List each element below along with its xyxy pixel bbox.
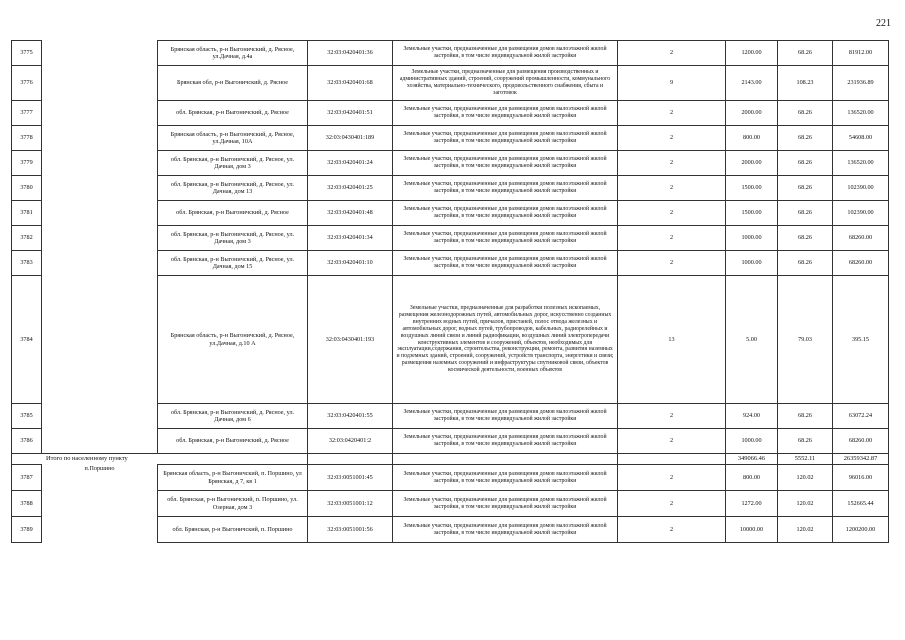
table-row <box>12 151 889 176</box>
address-cell: обл. Брянская, р-н Выгоничский, д. Рясное, ул. Дачная, дом 6 <box>158 404 308 429</box>
cadastral-number: 32:03:0420401:24 <box>308 151 393 176</box>
group-number: 2 <box>618 151 726 176</box>
address-cell: Брянская область, р-н Выгоничский, д. Рясное, ул.Дачная, 10А <box>158 126 308 151</box>
cadastral-number: 32:03:0430401:189 <box>308 126 393 151</box>
row-number: 3787 <box>12 465 42 491</box>
land-registry-table <box>11 40 889 543</box>
page-number: 221 <box>876 18 891 29</box>
table-row <box>12 429 889 454</box>
locality-cell <box>42 517 158 543</box>
table-row <box>12 251 889 276</box>
land-category: Земельные участки, предназначенные для размещения домов малоэтажной жилой застройки, в том числе индивидуальной жилой застройки <box>393 251 618 276</box>
locality-cell <box>42 101 158 126</box>
table-row <box>12 465 889 491</box>
area-cell: 800.00 <box>726 465 778 491</box>
area-cell: 1200.00 <box>726 41 778 66</box>
table-row <box>12 276 889 404</box>
cadastral-number: 32:03:0420401:2 <box>308 429 393 454</box>
value-cell: 63072.24 <box>833 404 889 429</box>
locality-cell <box>42 201 158 226</box>
area-cell: 1500.00 <box>726 201 778 226</box>
locality-cell <box>42 66 158 101</box>
address-cell: обл. Брянская, р-н Выгоничский, д. Рясное, ул. Дачная, дом 13 <box>158 176 308 201</box>
rate-cell: 79.03 <box>778 276 833 404</box>
cadastral-number: 32:03:0420401:55 <box>308 404 393 429</box>
address-cell: Брянская обл, р-н Выгоничский, д. Рясное <box>158 66 308 101</box>
address-cell: обл. Брянская, р-н Выгоничский, д. Рясное, ул. Дачная, дом 3 <box>158 226 308 251</box>
value-cell: 102390.00 <box>833 201 889 226</box>
land-category: Земельные участки, предназначенные для размещения домов малоэтажной жилой застройки, в том числе индивидуальной жилой застройки <box>393 126 618 151</box>
address-cell: обл. Брянская, р-н Выгоничский, д. Рясное <box>158 101 308 126</box>
locality-cell <box>42 276 158 404</box>
group-number: 2 <box>618 201 726 226</box>
locality-cell <box>42 429 158 454</box>
table-row <box>12 491 889 517</box>
table-row <box>12 126 889 151</box>
cadastral-number: 32:03:0420401:34 <box>308 226 393 251</box>
rate-cell: 120.02 <box>778 491 833 517</box>
group-number: 2 <box>618 101 726 126</box>
group-number: 2 <box>618 465 726 491</box>
table-row <box>12 201 889 226</box>
group-number: 2 <box>618 226 726 251</box>
row-number: 3782 <box>12 226 42 251</box>
cadastral-number: 32:03:0420401:68 <box>308 66 393 101</box>
cadastral-number: 32:03:0051001:12 <box>308 491 393 517</box>
group-number: 2 <box>618 176 726 201</box>
value-cell: 395.15 <box>833 276 889 404</box>
address-cell: обл. Брянская, р-н Выгоничский, д. Рясное, ул. Дачная, дом 15 <box>158 251 308 276</box>
table-row <box>12 101 889 126</box>
area-cell: 2000.00 <box>726 151 778 176</box>
cadastral-number: 32:03:0420401:25 <box>308 176 393 201</box>
land-category: Земельные участки, предназначенные для размещения домов малоэтажной жилой застройки, в том числе индивидуальной жилой застройки <box>393 404 618 429</box>
summary-area: 349066.46 <box>726 454 778 465</box>
locality-name: п.Поршино <box>42 465 158 491</box>
value-cell: 68260.00 <box>833 251 889 276</box>
area-cell: 1000.00 <box>726 226 778 251</box>
land-category: Земельные участки, предназначенные для разработки полезных ископаемых, размещения железнодорожных путей, автомобильных дорог, искусственно созданных внутренних водных путей, причалов, пристаней, полос отвода железных и автомобильных дорог, водных путей, трубопроводов, кабельных, радиорелейных и воздушных линий связи и линий радиофикации, воздушных линий электропередачи конструктивных элементов и сооружений, объектов, необходимых для эксплуатации,содержания, строительства, реконструкции, ремонта, развития наземных и подземных зданий, строений, сооружений, устройств транспорта, энергетики и связи; размещения наземных сооружений и инфраструктуры спутниковой связи, объектов космической деятельности, военных объектов <box>393 276 618 404</box>
cadastral-number: 32:03:0430401:193 <box>308 276 393 404</box>
table-row <box>12 176 889 201</box>
summary-label: Итого по населенному пункту <box>12 454 308 465</box>
land-category: Земельные участки, предназначенные для размещения домов малоэтажной жилой застройки, в том числе индивидуальной жилой застройки <box>393 517 618 543</box>
row-number: 3776 <box>12 66 42 101</box>
value-cell: 231936.89 <box>833 66 889 101</box>
locality-cell <box>42 126 158 151</box>
row-number: 3786 <box>12 429 42 454</box>
value-cell: 152665.44 <box>833 491 889 517</box>
row-number: 3784 <box>12 276 42 404</box>
row-number: 3781 <box>12 201 42 226</box>
cadastral-number: 32:03:0420401:10 <box>308 251 393 276</box>
address-cell: обл. Брянская, р-н Выгоничский, д. Рясное <box>158 201 308 226</box>
address-cell: Брянская область, р-н Выгоничский, д. Рясное, ул.Дачная, д.10 А <box>158 276 308 404</box>
table-row <box>12 517 889 543</box>
table-row <box>12 41 889 66</box>
cadastral-number: 32:03:0420401:48 <box>308 201 393 226</box>
group-number: 2 <box>618 404 726 429</box>
value-cell: 54608.00 <box>833 126 889 151</box>
area-cell: 1500.00 <box>726 176 778 201</box>
land-category: Земельные участки, предназначенные для размещения домов малоэтажной жилой застройки, в том числе индивидуальной жилой застройки <box>393 491 618 517</box>
area-cell: 2143.00 <box>726 66 778 101</box>
locality-cell <box>42 251 158 276</box>
value-cell: 68260.00 <box>833 226 889 251</box>
land-category: Земельные участки, предназначенные для размещения домов малоэтажной жилой застройки, в том числе индивидуальной жилой застройки <box>393 226 618 251</box>
locality-cell <box>42 176 158 201</box>
area-cell: 800.00 <box>726 126 778 151</box>
rate-cell: 68.26 <box>778 429 833 454</box>
address-cell: Брянская область, р-н Выгоничский, д. Рясное, ул.Дачная, д.4а <box>158 41 308 66</box>
cadastral-number: 32:03:0420401:36 <box>308 41 393 66</box>
area-cell: 924.00 <box>726 404 778 429</box>
land-category: Земельные участки, предназначенные для размещения домов малоэтажной жилой застройки, в том числе индивидуальной жилой застройки <box>393 41 618 66</box>
rate-cell: 68.26 <box>778 226 833 251</box>
row-number: 3778 <box>12 126 42 151</box>
cadastral-number: 32:03:0420401:51 <box>308 101 393 126</box>
area-cell: 10000.00 <box>726 517 778 543</box>
summary-row <box>12 454 889 465</box>
value-cell: 102390.00 <box>833 176 889 201</box>
area-cell: 5.00 <box>726 276 778 404</box>
land-category: Земельные участки, предназначенные для размещения домов малоэтажной жилой застройки, в том числе индивидуальной жилой застройки <box>393 176 618 201</box>
cadastral-number: 32:03:0051001:56 <box>308 517 393 543</box>
rate-cell: 68.26 <box>778 251 833 276</box>
area-cell: 1000.00 <box>726 251 778 276</box>
value-cell: 136520.00 <box>833 151 889 176</box>
group-number: 2 <box>618 429 726 454</box>
group-number: 2 <box>618 126 726 151</box>
land-category: Земельные участки, предназначенные для размещения домов малоэтажной жилой застройки, в том числе индивидуальной жилой застройки <box>393 429 618 454</box>
group-number: 9 <box>618 66 726 101</box>
row-number: 3780 <box>12 176 42 201</box>
row-number: 3789 <box>12 517 42 543</box>
row-number: 3775 <box>12 41 42 66</box>
group-number: 2 <box>618 517 726 543</box>
area-cell: 1272.00 <box>726 491 778 517</box>
rate-cell: 68.26 <box>778 41 833 66</box>
address-cell: обл. Брянская, р-н Выгоничский, п. Поршино <box>158 517 308 543</box>
row-number: 3779 <box>12 151 42 176</box>
area-cell: 1000.00 <box>726 429 778 454</box>
locality-cell <box>42 404 158 429</box>
value-cell: 1200200.00 <box>833 517 889 543</box>
group-number: 13 <box>618 276 726 404</box>
land-category: Земельные участки, предназначенные для размещения домов малоэтажной жилой застройки, в том числе индивидуальной жилой застройки <box>393 151 618 176</box>
rate-cell: 120.02 <box>778 517 833 543</box>
locality-cell <box>42 226 158 251</box>
value-cell: 81912.00 <box>833 41 889 66</box>
table-row <box>12 226 889 251</box>
cadastral-number: 32:03:0051001:45 <box>308 465 393 491</box>
rate-cell: 68.26 <box>778 176 833 201</box>
summary-value: 26359342.87 <box>833 454 889 465</box>
summary-rate: 5552.11 <box>778 454 833 465</box>
rate-cell: 68.26 <box>778 126 833 151</box>
rate-cell: 108.23 <box>778 66 833 101</box>
land-category: Земельные участки, предназначенные для размещения домов малоэтажной жилой застройки, в том числе индивидуальной жилой застройки <box>393 101 618 126</box>
group-number: 2 <box>618 491 726 517</box>
area-cell: 2000.00 <box>726 101 778 126</box>
address-cell: обл. Брянская, р-н Выгоничский, д. Рясное, ул. Дачная, дом 3 <box>158 151 308 176</box>
table-row <box>12 404 889 429</box>
value-cell: 136520.00 <box>833 101 889 126</box>
land-category: Земельные участки, предназначенные для размещения домов малоэтажной жилой застройки, в том числе индивидуальной жилой застройки <box>393 465 618 491</box>
row-number: 3788 <box>12 491 42 517</box>
locality-cell <box>42 41 158 66</box>
group-number: 2 <box>618 251 726 276</box>
rate-cell: 68.26 <box>778 151 833 176</box>
rate-cell: 120.02 <box>778 465 833 491</box>
row-number: 3777 <box>12 101 42 126</box>
address-cell: обл. Брянская, р-н Выгоничский, п. Поршино, ул. Озерная, дом 3 <box>158 491 308 517</box>
row-number: 3783 <box>12 251 42 276</box>
rate-cell: 68.26 <box>778 101 833 126</box>
value-cell: 68260.00 <box>833 429 889 454</box>
rate-cell: 68.26 <box>778 201 833 226</box>
row-number: 3785 <box>12 404 42 429</box>
locality-cell <box>42 151 158 176</box>
value-cell: 96016.00 <box>833 465 889 491</box>
group-number: 2 <box>618 41 726 66</box>
land-category: Земельные участки, предназначенные для размещения домов малоэтажной жилой застройки, в том числе индивидуальной жилой застройки <box>393 201 618 226</box>
rate-cell: 68.26 <box>778 404 833 429</box>
address-cell: обл. Брянская, р-н Выгоничский, д. Рясное <box>158 429 308 454</box>
address-cell: Брянская область, р-н Выгоничский, п. Поршино, ул Брянская, д 7, кв 1 <box>158 465 308 491</box>
land-category: Земельные участки, предназначенные для размещения производственных и административных зданий, строений, сооружений промышленности, коммунального хозяйства, материально-технического, продовольственного снабжения, сбыта и заготовок <box>393 66 618 101</box>
table-row <box>12 66 889 101</box>
locality-cell <box>42 491 158 517</box>
